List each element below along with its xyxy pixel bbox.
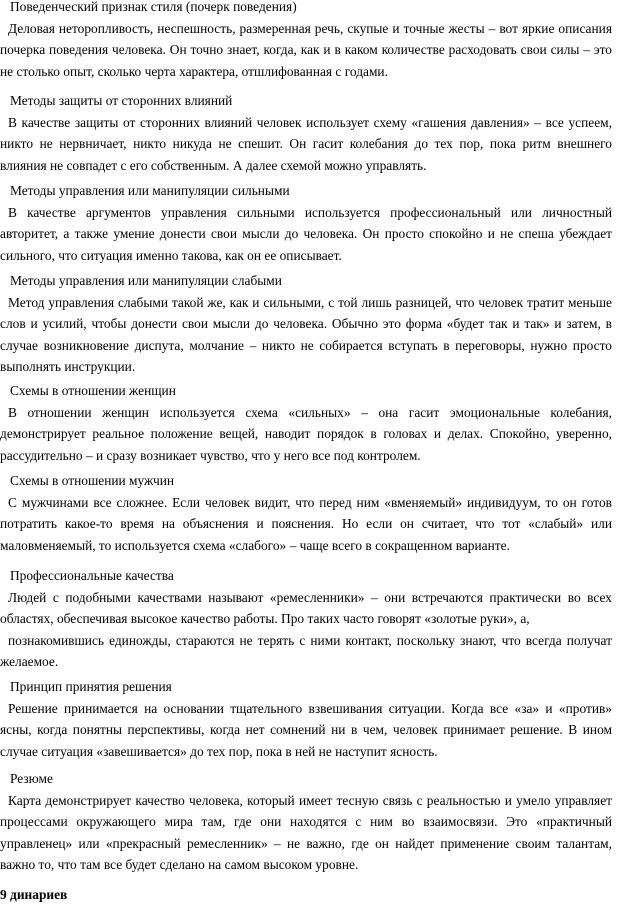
section-men-schemes xyxy=(0,470,612,556)
section-managing-weak xyxy=(0,270,612,378)
section-heading: Схемы в отношении мужчин xyxy=(10,473,175,488)
section-professional-qualities xyxy=(0,565,612,673)
section-body: В качестве защиты от сторонних влияний человек использует схему «гашения давления» – все успеем, никто не нервничает, никто никуда не спешит. Он гасит колебания до тех пор, пока ритм внешнего влияния не совпадет с его собственным. А далее схемой можно управлять. xyxy=(0,114,612,173)
section-body: Решение принимается на основании тщательного взвешивания ситуации. Когда все «за» и «против» ясны, когда понятны перспективы, когда нет сомнений ни в чем, человек принимает решение. В ином случае ситуация «завешивается» до тех пор, пока в ней не наступит ясность. xyxy=(0,700,612,759)
section-body-continued: познакомившись единожды, стараются не терять с ними контакт, поскольку знают, что всегда получат желаемое. xyxy=(0,632,612,670)
section-heading: Методы управления или манипуляции слабыми xyxy=(10,273,282,288)
section-body: С мужчинами все сложнее. Если человек видит, что перед ним «вменяемый» индивидуум, то он готов потратить какое-то время на объяснения и пояснения. Но если он считает, что тот «слабый» или маловменяемый, то используется схема «слабого» – чаще всего в сокращенном варианте. xyxy=(0,494,612,553)
section-heading: Поведенческий признак стиля (почерк поведения) xyxy=(10,0,297,14)
next-card-title: 9 динариев xyxy=(0,887,68,902)
section-body: Деловая неторопливость, неспешность, размеренная речь, скупые и точные жесты – вот яркие описания почерка поведения человека. Он точно знает, когда, как и в каком количестве расходовать свои силы – это не столько опыт, сколько черта характера, отшлифованная с годами. xyxy=(0,20,612,79)
section-decision-principle xyxy=(0,676,612,762)
section-body: В качестве аргументов управления сильными используется профессиональный или личностный авторитет, а также умение донести свои мысли до человека. Он просто спокойно и не спеша убеждает сильного, что ситуация именно такова, как он ее описывает. xyxy=(0,204,612,263)
section-protection-methods xyxy=(0,90,612,176)
section-body: В отношении женщин используется схема «сильных» – она гасит эмоциональные колебания, демонстрирует реальное положение вещей, наводит порядок в головах и делах. Спокойно, уверенно, рассудительно – и сразу возникает чувство, что у него все под контролем. xyxy=(0,404,612,463)
section-body: Карта демонстрирует качество человека, который имеет тесную связь с реальностью и умело управляет процессами окружающего мира там, где они находятся с ним во взаимосвязи. Это «практичный управленец» или «прекрасный ремесленник» – не важно, где он найдет применение своим талантам, важно то, что там все будет сделано на самом высоком уровне. xyxy=(0,792,612,873)
section-heading: Принцип принятия решения xyxy=(10,679,172,694)
section-heading: Резюме xyxy=(10,771,53,786)
section-heading: Профессиональные качества xyxy=(10,568,174,583)
section-behavior-style xyxy=(0,0,612,82)
section-heading: Методы защиты от сторонних влияний xyxy=(10,93,233,108)
section-managing-strong xyxy=(0,180,612,266)
section-women-schemes xyxy=(0,380,612,466)
section-body: Людей с подобными качествами называют «ремесленники» – они встречаются практически во всех областях, обеспечивая высокое качество работы. Про таких часто говорят «золотые руки», а, xyxy=(0,589,612,627)
section-heading: Методы управления или манипуляции сильными xyxy=(10,183,290,198)
section-heading: Схемы в отношении женщин xyxy=(10,383,176,398)
section-body: Метод управления слабыми такой же, как и сильными, с той лишь разницей, что человек тратит меньше слов и усилий, чтобы донести свои мысли до человека. Обычно это форма «будет так и так» и затем, в случае возникновение диспута, молчание – никто не собирается вступать в переговоры, нужно просто выполнять инструкции. xyxy=(0,294,612,375)
section-summary xyxy=(0,768,612,876)
